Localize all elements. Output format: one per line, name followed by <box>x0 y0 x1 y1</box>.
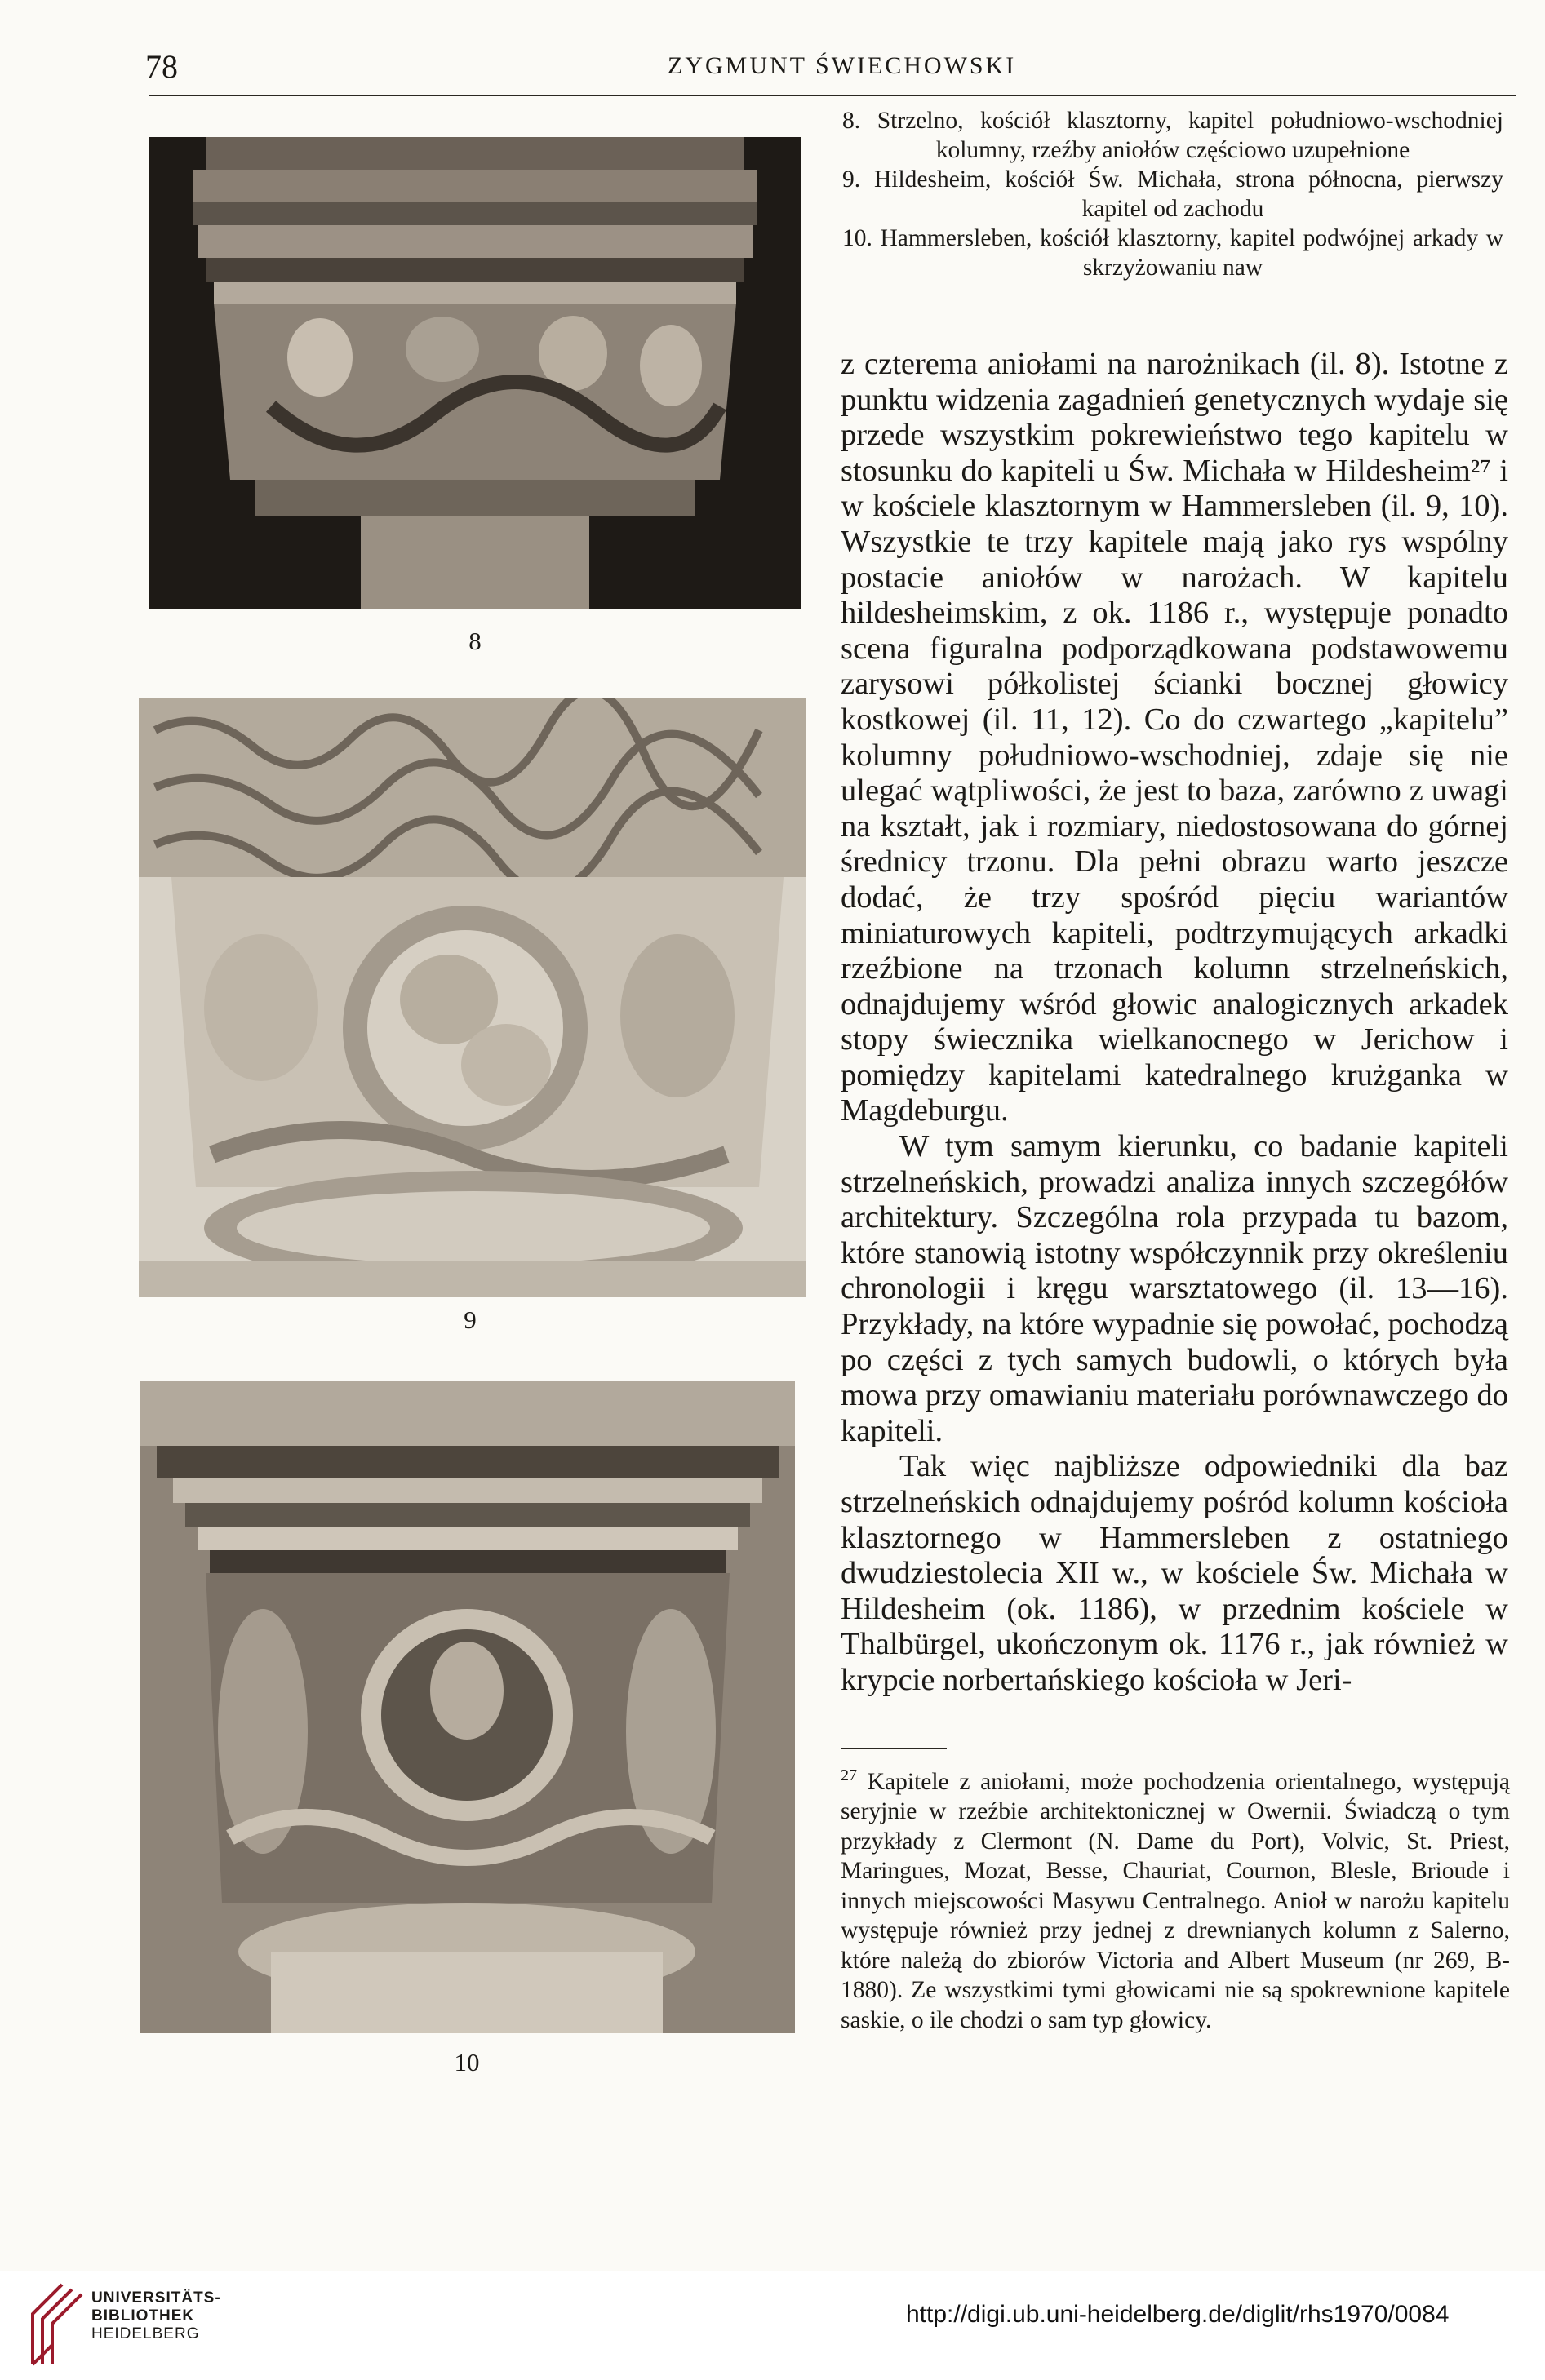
page-header <box>145 47 1518 90</box>
body-text <box>841 347 1508 1699</box>
figure-9-number: 9 <box>464 1305 477 1334</box>
page-footer <box>0 2271 1545 2380</box>
running-head: ZYGMUNT ŚWIECHOWSKI <box>668 52 1017 79</box>
caption-figure-10: 10. Hammersleben, kościół klasztorny, kapitel podwójnej arkady w skrzyżowaniu naw <box>842 225 1503 281</box>
caption-figure-9: 9. Hildesheim, kościół Św. Michała, strona północna, pierwszy kapitel od zachodu <box>842 166 1503 222</box>
source-url-link[interactable]: http://digi.ub.uni-heidelberg.de/diglit/rhs1970/0084 <box>906 2301 1450 2328</box>
footnote-text: Kapitele z aniołami, może pochodzenia orientalnego, występują seryjnie w rzeźbie architektonicznej w Owernii. Świadczą o tym przykłady z Clermont (N. Dame du Port), Volvic, St. Priest, Maringues, Mozat, Besse, Chauriat, Cournon, Blesle, Brioude i innych miejscowości Masywu Centralnego. Anioł w narożu kapitelu występuje również przy jednej z drewnianych kolumn z Salerno, które należą do zbiorów Victoria and Albert Museum (nr 269, B-1880). Ze wszystkimi tymi głowicami nie są spokrewnione kapitele saskie, o ile chodzi o sam typ głowicy. <box>841 1768 1511 2033</box>
footnote-rule <box>841 1748 947 1749</box>
body-paragraph: W tym samym kierunku, co badanie kapiteli strzelneńskich, prowadzi analiza innych szczegółów architektury. Szczególna rola przypada tu bazom, które stanowią istotny współczynnik przy określeniu chronologii i kręgu warsztatowego (il. 13—16). Przykłady, na które wypadnie się powołać, pochodzą po części z tych samych budowli, o których była mowa przy omawianiu materiału porównawczego do kapiteli. <box>841 1129 1508 1448</box>
footnote <box>841 1761 1510 2035</box>
figure-8-number: 8 <box>468 627 482 655</box>
library-line-2: BIBLIOTHEK <box>91 2307 195 2325</box>
figure-captions <box>842 106 1503 282</box>
library-line-3: HEIDELBERG <box>91 2325 200 2342</box>
figure-8-photo <box>149 137 801 609</box>
body-paragraph: z czterema aniołami na narożnikach (il. 8). Istotne z punktu widzenia zagadnień genetycznych wydaje się przede wszystkim pokrewieństwo tego kapitelu w stosunku do kapiteli u Św. Michała w Hildesheim²⁷ i w kościele klasztornym w Hammersleben (il. 9, 10). Wszystkie te trzy kapitele mają jako rys wspólny postacie aniołów w narożach. W kapitelu hildesheimskim, z ok. 1186 r., występuje ponadto scena figuralna podporządkowana podstawowemu zarysowi półkolistej ścianki bocznej głowicy kostkowej (il. 11, 12). Co do czwartego „kapitelu” kolumny południowo-wschodniej, zdaje się nie ulegać wątpliwości, że jest to baza, zarówno z uwagi na kształt, jak i rozmiary, niedostosowana do górnej średnicy trzonu. Dla pełni obrazu warto jeszcze dodać, że trzy spośród pięciu wariantów miniaturowych kapiteli, podtrzymujących arkadki rzeźbione na trzonach kolumn strzelneńskich, odnajdujemy wśród głowic analogicznych arkadek stopy świecznika wielkanocnego w Jerichow i pomiędzy kapitelami katedralnego krużganka w Magdeburgu. <box>841 347 1508 1128</box>
figure-10-photo <box>140 1381 795 2033</box>
header-rule <box>149 95 1516 96</box>
ub-heidelberg-logo-icon <box>21 2280 85 2369</box>
library-line-1: UNIVERSITÄTS- <box>91 2289 221 2307</box>
figure-10-number: 10 <box>454 2048 480 2076</box>
figure-9-photo <box>139 698 806 1297</box>
caption-figure-8: 8. Strzelno, kościół klasztorny, kapitel południowo-wschodniej kolumny, rzeźby aniołów częściowo uzupełnione <box>842 108 1503 163</box>
page-number: 78 <box>145 48 178 85</box>
footnote-marker: 27 <box>841 1766 857 1784</box>
library-name <box>91 2289 221 2343</box>
body-paragraph: Tak więc najbliższe odpowiedniki dla baz strzelneńskich odnajdujemy pośród kolumn kościoła klasztornego w Hammersleben z ostatniego dwudziestolecia XII w., w kościele Św. Michała w Hildesheim (ok. 1186), w przednim kościele w Thalbürgel, ukończonym ok. 1176 r., jak również w krypcie norbertańskiego kościoła w Jeri- <box>841 1449 1508 1697</box>
